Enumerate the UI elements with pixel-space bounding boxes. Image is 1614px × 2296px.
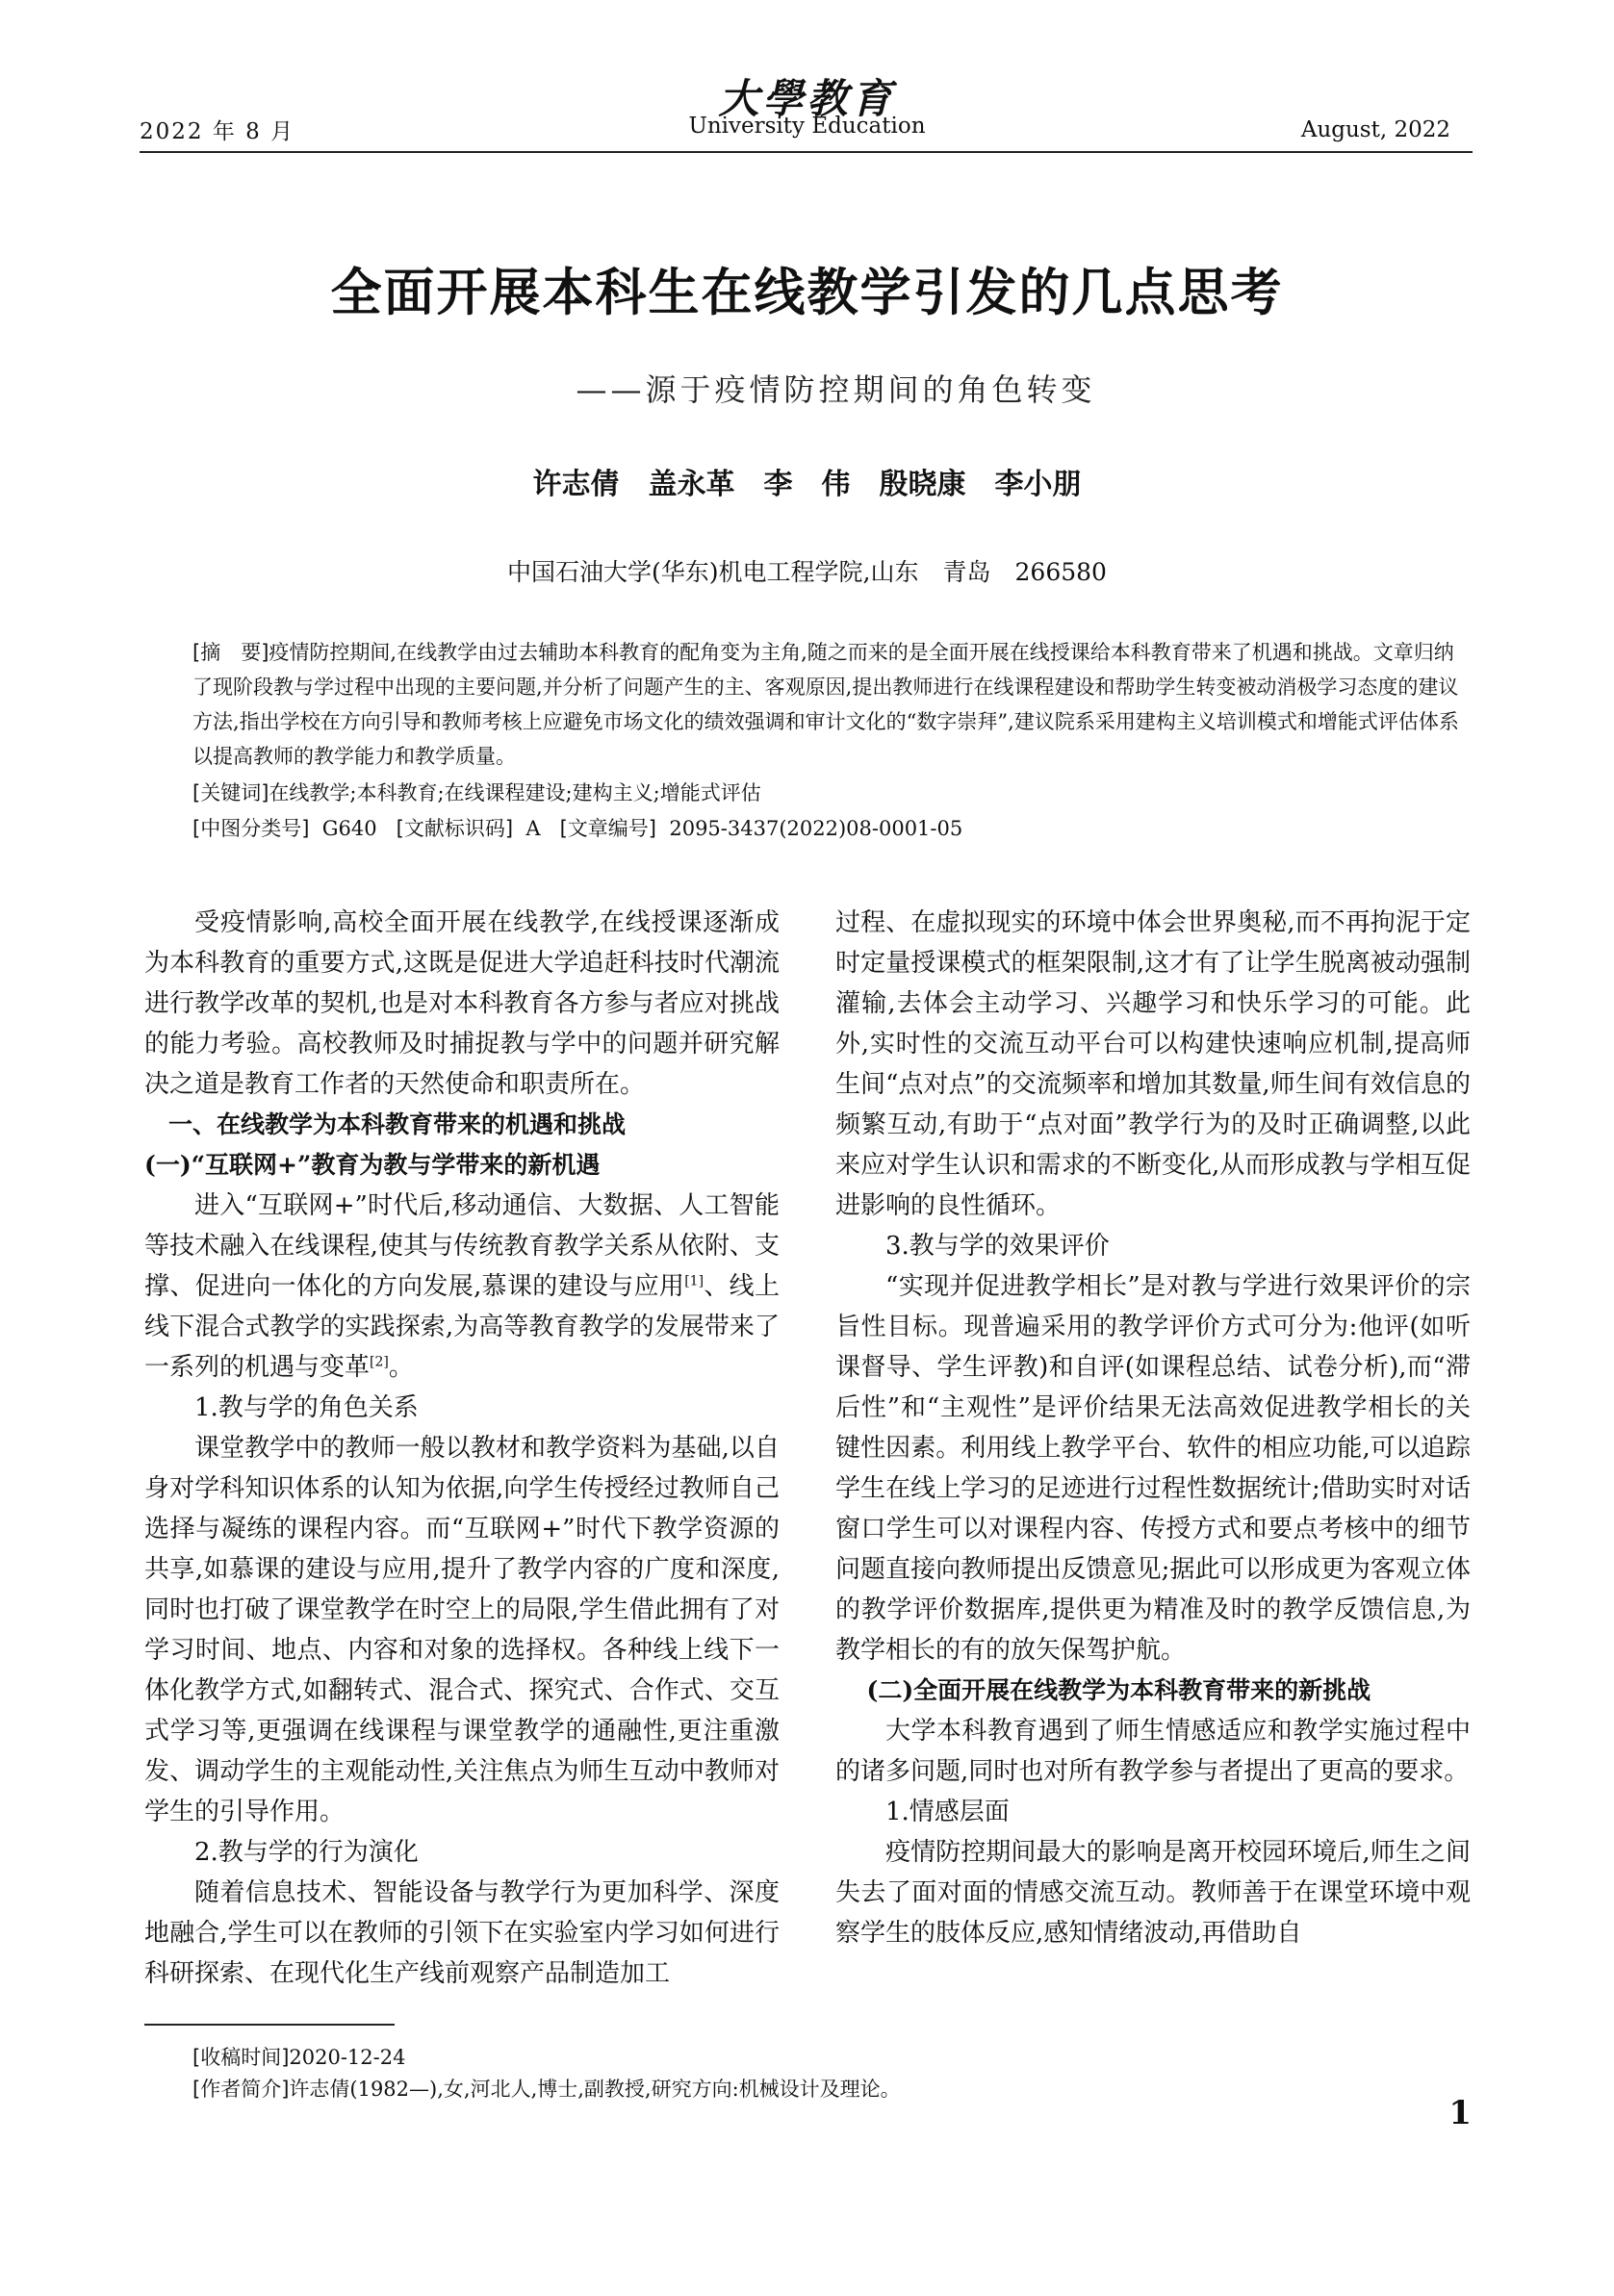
paragraph: 过程、在虚拟现实的环境中体会世界奥秘,而不再拘泥于定时定量授课模式的框架限制,这才有了让学生脱离被动强制灌输,去体会主动学习、兴趣学习和快乐学习的可能。此外,实时性的交流互动平台可以构建快速响应机制,提高师生间“点对点”的交流频率和增加其数量,师生间有效信息的频繁互动,有助于“点对面”教学行为的及时正确调整,以此来应对学生认识和需求的不断变化,从而形成教与学相互促进影响的良性循环。: [835, 908, 1471, 1220]
issue-date-cn: 2022 年 8 月: [140, 119, 295, 144]
keywords-label: [关键词]: [192, 781, 269, 804]
classification-line: [192, 811, 1473, 846]
paragraph: 课堂教学中的教师一般以教材和教学资料为基础,以自身对学科知识体系的认知为依据,向学生传授经过教师自己选择与凝练的课程内容。而“互联网+”时代下教学资源的共享,如慕课的建设与应用,提升了教学内容的广度和深度,同时也打破了课堂教学在时空上的局限,学生借此拥有了对学习时间、地点、内容和对象的选择权。各种线上线下一体化教学方式,如翻转式、混合式、探究式、合作式、交互式学习等,更强调在线课程与课堂教学的通融性,更注重激发、调动学生的主观能动性,关注焦点为师生互动中教师对学生的引导作用。: [144, 1434, 780, 1826]
section-heading: 一、在线教学为本科教育带来的机遇和挑战: [168, 1110, 627, 1138]
footnote-author: [192, 2074, 901, 2105]
received-label: [收稿时间]: [192, 2046, 290, 2069]
article-number-label: [文章编号]: [559, 817, 656, 840]
paragraph: “实现并促进教学相长”是对教与学进行效果评价的宗旨性目标。现普遍采用的教学评价方式可分为:他评(如听课督导、学生评教)和自评(如课程总结、试卷分析),而“滞后性”和“主观性”是评价结果无法高效促进教学相长的关键性因素。利用线上教学平台、软件的相应功能,可以追踪学生在线上学习的足迹进行过程性数据统计;借助实时对话窗口学生可以对课程内容、传授方式和要点考核中的细节问题直接向教师提出反馈意见;据此可以形成更为客观立体的教学评价数据库,提供更为精准及时的教学反馈信息,为教学相长的有的放矢保驾护航。: [835, 1272, 1471, 1665]
keywords: [192, 776, 1473, 810]
doc-code-label: [文献标识码]: [396, 817, 514, 840]
citation: [2]: [370, 1354, 389, 1370]
paragraph: 大学本科教育遇到了师生情感适应和教学实施过程中的诸多问题,同时也对所有教学参与者提出了更高的要求。: [835, 1717, 1471, 1786]
clc-value: G640: [321, 817, 377, 840]
citation: [1]: [684, 1273, 705, 1289]
body-column-right: [835, 903, 1471, 1953]
article-title: 全面开展本科生在线教学引发的几点思考: [330, 264, 1284, 322]
subsection-heading: (二)全面开展在线教学为本科教育带来的新挑战: [866, 1676, 1371, 1704]
page-number: 1: [1448, 2094, 1472, 2132]
author-list: 许志倩 盖永革 李 伟 殷晓康 李小朋: [532, 468, 1082, 501]
body-column-left: [144, 903, 780, 1994]
clc-label: [中图分类号]: [192, 817, 310, 840]
point-heading: 1.情感层面: [885, 1798, 1010, 1826]
received-value: 2020-12-24: [289, 2046, 406, 2069]
paragraph: 受疫情影响,高校全面开展在线教学,在线授课逐渐成为本科教育的重要方式,这既是促进大学追赶科技时代潮流进行教学改革的契机,也是对本科教育各方参与者应对挑战的能力考验。高校教师及时捕捉教与学中的问题并研究解决之道是教育工作者的天然使命和职责所在。: [144, 908, 780, 1099]
paragraph: 随着信息技术、智能设备与教学行为更加科学、深度地融合,学生可以在教师的引领下在实验室内学习如何进行科研探索、在现代化生产线前观察产品制造加工: [144, 1878, 780, 1988]
journal-name-en: University Education: [688, 114, 926, 139]
paragraph: 进入“互联网+”时代后,移动通信、大数据、人工智能等技术融入在线课程,使其与传统教育教学关系从依附、支撑、促进向一体化的方向发展,慕课的建设与应用[1]、线上线下混合式教学的实践探索,为高等教育教学的发展带来了一系列的机遇与变革[2]。: [144, 1191, 780, 1382]
point-heading: 3.教与学的效果评价: [885, 1232, 1110, 1261]
abstract-label: [摘 要]: [192, 641, 269, 664]
keywords-text: 在线教学;本科教育;在线课程建设;建构主义;增能式评估: [269, 781, 761, 804]
article-subtitle: ——源于疫情防控期间的角色转变: [576, 371, 1096, 408]
point-heading: 2.教与学的行为演化: [194, 1838, 419, 1867]
footnote-received: [192, 2042, 405, 2073]
abstract: [192, 635, 1473, 774]
author-bio-value: 许志倩(1982—),女,河北人,博士,副教授,研究方向:机械设计及理论。: [289, 2078, 901, 2101]
issue-date-en: August, 2022: [1300, 117, 1450, 142]
paragraph: 疫情防控期间最大的影响是离开校园环境后,师生之间失去了面对面的情感交流互动。教师善于在课堂环境中观察学生的肢体反应,感知情绪波动,再借助自: [835, 1838, 1471, 1948]
abstract-text: 疫情防控期间,在线教学由过去辅助本科教育的配角变为主角,随之而来的是全面开展在线授课给本科教育带来了机遇和挑战。文章归纳了现阶段教与学过程中出现的主要问题,并分析了问题产生的主、客观原因,提出教师进行在线课程建设和帮助学生转变被动消极学习态度的建议方法,指出学校在方向引导和教师考核上应避免市场文化的绩效强调和审计文化的“数字崇拜”,建议院系采用建构主义培训模式和增能式评估体系以提高教师的教学能力和教学质量。: [192, 641, 1459, 768]
article-number-value: 2095-3437(2022)08-0001-05: [669, 817, 963, 840]
subsection-heading: (一)“互联网+”教育为教与学带来的新机遇: [144, 1151, 601, 1179]
doc-code-value: A: [525, 817, 541, 840]
footnote-divider: [144, 2024, 395, 2026]
header-divider: [140, 151, 1473, 153]
affiliation: 中国石油大学(华东)机电工程学院,山东 青岛 266580: [507, 558, 1107, 586]
author-bio-label: [作者简介]: [192, 2078, 290, 2101]
point-heading: 1.教与学的角色关系: [194, 1393, 419, 1422]
journal-logo: 大學教育: [718, 75, 896, 122]
